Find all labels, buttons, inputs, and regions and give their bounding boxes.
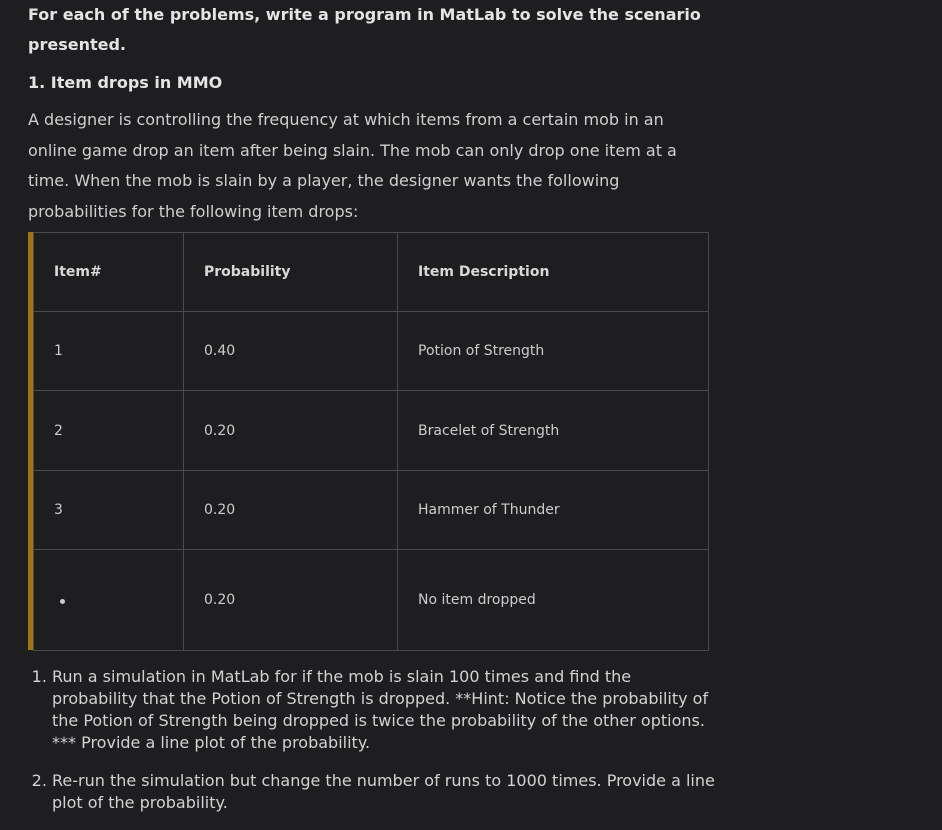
cell-item-number: 3 — [34, 471, 184, 550]
table-row — [34, 312, 709, 391]
cell-item-description: Potion of Strength — [398, 312, 709, 391]
cell-probability: 0.20 — [184, 391, 398, 471]
table-row — [34, 391, 709, 471]
cell-probability: 0.40 — [184, 312, 398, 391]
problem-description: A designer is controlling the frequency at which items from a certain mob in an online game drop an item after being slain. The mob can only drop one item at a time. When the mob is slain by a player, the designer wants the following probabilities for the following item drops: — [28, 110, 677, 221]
cell-item-description: Hammer of Thunder — [398, 471, 709, 550]
instructions-text: For each of the problems, write a program in MatLab to solve the scenario presented. — [28, 5, 701, 54]
header-probability: Probability — [184, 233, 398, 312]
table-row — [34, 471, 709, 550]
task-item: 2. Re-run the simulation but change the number of runs to 1000 times. Provide a line plot of the probability. — [52, 770, 718, 814]
task-list — [28, 666, 718, 830]
cell-probability: 0.20 — [184, 550, 398, 651]
cell-item-number: 1 — [34, 312, 184, 391]
header-item-number: Item# — [34, 233, 184, 312]
cell-probability: 0.20 — [184, 471, 398, 550]
table-row — [34, 550, 709, 651]
cell-item-number: 2 — [34, 391, 184, 471]
item-drop-table — [33, 232, 709, 651]
document-body — [28, 0, 718, 227]
item-drop-table-container — [28, 232, 708, 650]
task-item: 1. Run a simulation in MatLab for if the mob is slain 100 times and find the probability that the Potion of Strength is dropped. **Hint: Notice the probability of the Potion of Strength being dropped is twice the probability of the other options. *** Provide a line plot of the probability. — [52, 666, 718, 754]
bullet-dot-icon — [60, 599, 65, 604]
problem-heading: 1. Item drops in MMO — [28, 73, 223, 92]
cell-item-description: No item dropped — [398, 550, 709, 651]
cell-item-bullet — [34, 550, 184, 651]
header-item-description: Item Description — [398, 233, 709, 312]
cell-item-description: Bracelet of Strength — [398, 391, 709, 471]
table-header-row — [34, 233, 709, 312]
